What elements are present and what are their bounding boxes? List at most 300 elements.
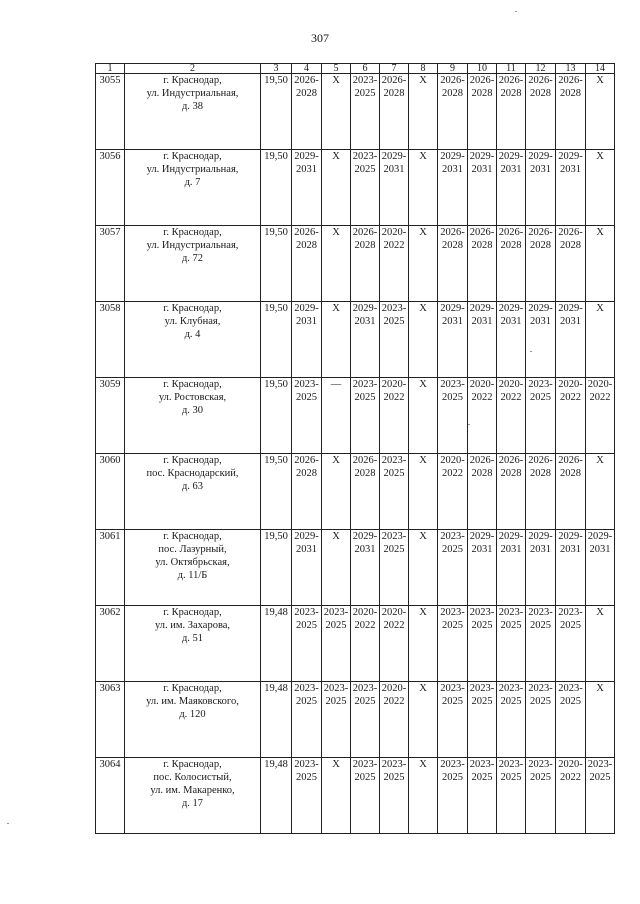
period-text: 2023- [498, 683, 524, 694]
period-text: Х [419, 303, 427, 314]
address-line: д. 63 [181, 481, 204, 492]
period-text: 2029- [352, 531, 378, 542]
period-text: 2029- [294, 303, 319, 314]
period-cell [497, 150, 526, 226]
period-text: 2023- [498, 759, 524, 770]
period-cell [438, 530, 468, 606]
address-cell [125, 454, 261, 530]
period-text: 2025 [354, 392, 376, 403]
period-text: 2023- [381, 531, 407, 542]
period-text: 2029- [558, 151, 583, 162]
period-text: — [330, 379, 342, 390]
period-text: 2025 [383, 772, 405, 783]
period-text: 2026- [352, 227, 378, 238]
period-text: 2023- [352, 759, 378, 770]
period-text: 2023- [440, 759, 465, 770]
period-text: 2026- [469, 227, 495, 238]
address-line: г. Краснодар, [163, 303, 222, 314]
period-text: 2025 [442, 696, 463, 707]
period-text: 2022 [500, 392, 522, 403]
period-cell [292, 758, 322, 834]
period-cell [351, 758, 380, 834]
period-text: 2026- [440, 227, 465, 238]
period-text: 2031 [530, 164, 551, 175]
address-line: ул. им. Маяковского, [146, 696, 239, 707]
period-cell [526, 758, 556, 834]
period-text: 2026- [294, 455, 319, 466]
period-cell [438, 226, 468, 302]
period-cell [409, 530, 438, 606]
period-cell [292, 682, 322, 758]
period-text: 2025 [471, 772, 493, 783]
period-text: 2022 [560, 772, 581, 783]
period-text: 2025 [354, 696, 376, 707]
period-text: 2028 [530, 88, 551, 99]
period-text: 2028 [354, 240, 376, 251]
area-cell: 19,48 [261, 606, 292, 682]
period-cell [380, 150, 409, 226]
period-cell [351, 226, 380, 302]
record-number-cell: 3057 [96, 226, 125, 302]
table-row [96, 682, 615, 758]
period-text: 2025 [530, 620, 551, 631]
period-text: 2020- [498, 379, 524, 390]
period-text: 2022 [471, 392, 493, 403]
period-cell [322, 150, 351, 226]
period-cell [322, 606, 351, 682]
period-text: 2025 [500, 772, 522, 783]
period-text: 2029- [294, 151, 319, 162]
period-text: Х [419, 227, 427, 238]
period-cell [351, 454, 380, 530]
period-text: 2028 [560, 468, 581, 479]
column-number-cell: 8 [409, 64, 438, 74]
period-text: 2020- [381, 683, 407, 694]
address-line: пос. Лазурный, [158, 544, 227, 555]
period-cell [409, 758, 438, 834]
period-text: 2023- [352, 151, 378, 162]
period-text: Х [332, 303, 340, 314]
period-text: 2029- [498, 531, 524, 542]
period-text: 2023- [469, 683, 495, 694]
period-text: 2022 [354, 620, 376, 631]
period-cell [438, 682, 468, 758]
period-text: 2025 [500, 696, 522, 707]
address-cell [125, 150, 261, 226]
address-cell [125, 758, 261, 834]
period-text: 2031 [442, 164, 463, 175]
period-text: 2026- [528, 455, 553, 466]
scan-speck [530, 351, 532, 352]
period-text: 2028 [296, 468, 317, 479]
period-text: 2029- [440, 151, 465, 162]
period-text: 2028 [560, 88, 581, 99]
address-line: пос. Колосистый, [153, 772, 232, 783]
period-text: Х [419, 531, 427, 542]
period-text: 2031 [560, 316, 581, 327]
period-text: 2026- [498, 455, 524, 466]
period-text: 2031 [383, 164, 405, 175]
period-cell [556, 682, 586, 758]
period-cell [468, 454, 497, 530]
column-number-cell: 13 [556, 64, 586, 74]
period-text: 2023- [294, 379, 319, 390]
period-cell [468, 606, 497, 682]
period-text: Х [596, 75, 604, 86]
period-text: 2023- [294, 607, 319, 618]
period-text: 2025 [530, 772, 551, 783]
period-cell [556, 758, 586, 834]
period-text: 2031 [530, 544, 551, 555]
period-cell [351, 606, 380, 682]
period-cell [438, 606, 468, 682]
column-number-cell: 6 [351, 64, 380, 74]
period-cell [556, 378, 586, 454]
period-cell [556, 302, 586, 378]
period-cell [292, 530, 322, 606]
period-text: 2031 [354, 544, 376, 555]
period-text: 2029- [381, 151, 407, 162]
period-cell [526, 378, 556, 454]
period-text: 2026- [558, 455, 583, 466]
area-cell: 19,48 [261, 682, 292, 758]
column-number-cell: 14 [586, 64, 615, 74]
period-cell [497, 530, 526, 606]
period-text: Х [596, 607, 604, 618]
period-cell [586, 454, 615, 530]
address-cell [125, 226, 261, 302]
period-text: 2029- [558, 303, 583, 314]
period-cell [322, 378, 351, 454]
period-text: 2028 [500, 240, 522, 251]
period-text: 2025 [325, 620, 347, 631]
period-text: 2020- [558, 759, 583, 770]
period-text: 2023- [587, 759, 613, 770]
column-number-cell: 4 [292, 64, 322, 74]
address-line: д. 11/Б [177, 570, 208, 581]
period-text: 2031 [296, 164, 317, 175]
period-text: 2026- [381, 75, 407, 86]
period-cell [380, 758, 409, 834]
period-cell [468, 302, 497, 378]
period-text: 2023- [381, 303, 407, 314]
period-text: 2031 [471, 544, 493, 555]
area-cell: 19,50 [261, 454, 292, 530]
period-text: 2025 [530, 392, 551, 403]
period-cell [351, 530, 380, 606]
table-row [96, 74, 615, 150]
address-line: д. 30 [181, 405, 204, 416]
period-text: 2029- [498, 151, 524, 162]
period-text: 2023- [323, 683, 349, 694]
area-cell: 19,50 [261, 226, 292, 302]
period-text: 2023- [558, 607, 583, 618]
address-cell [125, 74, 261, 150]
period-cell [497, 758, 526, 834]
period-cell [586, 682, 615, 758]
table-body [96, 64, 615, 834]
record-number-cell: 3063 [96, 682, 125, 758]
scan-speck [7, 823, 9, 824]
period-text: 2026- [558, 75, 583, 86]
period-text: 2026- [558, 227, 583, 238]
period-cell [468, 682, 497, 758]
period-text: 2029- [469, 151, 495, 162]
period-text: 2031 [500, 316, 522, 327]
period-text: 2023- [498, 607, 524, 618]
period-text: 2023- [381, 455, 407, 466]
period-text: 2028 [383, 88, 405, 99]
period-text: 2028 [296, 240, 317, 251]
period-text: Х [419, 379, 427, 390]
period-text: 2028 [530, 468, 551, 479]
period-text: Х [596, 455, 604, 466]
area-cell: 19,48 [261, 758, 292, 834]
period-text: 2025 [296, 696, 317, 707]
period-text: 2028 [500, 88, 522, 99]
period-cell [409, 74, 438, 150]
period-cell [497, 226, 526, 302]
period-text: 2031 [471, 164, 493, 175]
period-cell [438, 454, 468, 530]
period-cell [497, 606, 526, 682]
period-text: 2028 [442, 240, 463, 251]
address-cell [125, 302, 261, 378]
period-text: 2028 [296, 88, 317, 99]
period-cell [409, 454, 438, 530]
period-cell [292, 454, 322, 530]
period-text: 2025 [354, 164, 376, 175]
column-number-cell: 7 [380, 64, 409, 74]
period-text: 2023- [528, 683, 553, 694]
period-text: 2031 [589, 544, 611, 555]
table-row [96, 378, 615, 454]
address-cell [125, 378, 261, 454]
period-cell [526, 150, 556, 226]
period-cell [438, 74, 468, 150]
area-cell: 19,50 [261, 150, 292, 226]
table-row [96, 454, 615, 530]
period-text: Х [419, 607, 427, 618]
period-text: 2025 [354, 772, 376, 783]
period-cell [322, 74, 351, 150]
period-text: 2023- [469, 759, 495, 770]
period-cell [586, 530, 615, 606]
period-text: 2026- [469, 75, 495, 86]
period-text: 2025 [354, 88, 376, 99]
period-cell [380, 606, 409, 682]
period-text: 2025 [560, 620, 581, 631]
period-cell [497, 454, 526, 530]
period-cell [468, 74, 497, 150]
period-text: 2029- [528, 531, 553, 542]
period-cell [468, 226, 497, 302]
column-number-cell: 12 [526, 64, 556, 74]
period-text: 2029- [469, 303, 495, 314]
period-text: Х [332, 455, 340, 466]
period-text: 2029- [294, 531, 319, 542]
period-cell [380, 226, 409, 302]
address-line: ул. им. Макаренко, [150, 785, 235, 796]
period-text: 2025 [442, 772, 463, 783]
period-cell [468, 378, 497, 454]
table-row [96, 226, 615, 302]
period-text: 2028 [471, 88, 493, 99]
period-text: 2023- [440, 379, 465, 390]
address-line: д. 4 [184, 329, 201, 340]
period-cell [292, 226, 322, 302]
table-row [96, 150, 615, 226]
period-text: 2026- [294, 75, 319, 86]
period-cell [351, 74, 380, 150]
period-text: 2025 [442, 392, 463, 403]
period-cell [556, 454, 586, 530]
period-cell [292, 150, 322, 226]
period-text: 2029- [469, 531, 495, 542]
period-cell [556, 226, 586, 302]
period-text: 2026- [352, 455, 378, 466]
period-cell [586, 378, 615, 454]
column-number-cell: 3 [261, 64, 292, 74]
column-number-cell: 10 [468, 64, 497, 74]
scan-speck [515, 11, 517, 12]
address-line: ул. Индустриальная, [146, 240, 239, 251]
period-text: 2029- [528, 151, 553, 162]
period-text: 2023- [294, 759, 319, 770]
period-text: 2020- [469, 379, 495, 390]
period-cell [526, 606, 556, 682]
period-cell [351, 682, 380, 758]
address-line: г. Краснодар, [163, 531, 222, 542]
record-number-cell: 3058 [96, 302, 125, 378]
period-text: Х [596, 683, 604, 694]
period-text: 2031 [530, 316, 551, 327]
period-text: Х [419, 759, 427, 770]
period-cell [586, 74, 615, 150]
period-text: 2025 [325, 696, 347, 707]
area-cell: 19,50 [261, 530, 292, 606]
period-cell [409, 302, 438, 378]
period-text: 2026- [528, 75, 553, 86]
column-number-cell: 11 [497, 64, 526, 74]
period-text: 2023- [528, 759, 553, 770]
period-text: Х [596, 227, 604, 238]
period-cell [526, 682, 556, 758]
period-text: 2031 [560, 164, 581, 175]
period-text: 2028 [500, 468, 522, 479]
period-cell [526, 74, 556, 150]
period-cell [526, 454, 556, 530]
period-text: 2022 [442, 468, 463, 479]
period-cell [438, 150, 468, 226]
address-line: д. 17 [181, 798, 204, 809]
period-text: 2025 [296, 772, 317, 783]
address-line: ул. Октябрьская, [155, 557, 230, 568]
area-cell: 19,50 [261, 302, 292, 378]
period-cell [380, 302, 409, 378]
period-cell [556, 74, 586, 150]
period-text: Х [596, 151, 604, 162]
address-line: ул. Клубная, [164, 316, 221, 327]
period-text: 2023- [352, 683, 378, 694]
period-text: Х [332, 759, 340, 770]
period-text: Х [419, 455, 427, 466]
scan-speck [468, 424, 470, 425]
period-cell [322, 682, 351, 758]
period-text: 2022 [383, 240, 405, 251]
period-text: 2028 [354, 468, 376, 479]
period-text: 2029- [352, 303, 378, 314]
period-text: 2023- [294, 683, 319, 694]
period-text: 2026- [469, 455, 495, 466]
period-text: 2020- [381, 379, 407, 390]
address-line: д. 72 [181, 253, 204, 264]
period-text: 2025 [530, 696, 551, 707]
column-number-cell: 5 [322, 64, 351, 74]
period-text: 2023- [352, 75, 378, 86]
period-text: 2025 [442, 544, 463, 555]
period-text: 2023- [352, 379, 378, 390]
address-cell [125, 530, 261, 606]
period-text: 2028 [560, 240, 581, 251]
period-cell [586, 302, 615, 378]
period-text: 2020- [440, 455, 465, 466]
address-line: ул. Ростовская, [158, 392, 227, 403]
period-text: 2023- [469, 607, 495, 618]
period-cell [409, 378, 438, 454]
header-row [96, 64, 615, 74]
table-row [96, 530, 615, 606]
period-cell [409, 150, 438, 226]
period-cell [409, 682, 438, 758]
period-text: 2029- [440, 303, 465, 314]
period-cell [526, 302, 556, 378]
column-number-cell: 1 [96, 64, 125, 74]
address-line: ул. Индустриальная, [146, 88, 239, 99]
address-line: г. Краснодар, [163, 379, 222, 390]
period-text: 2020- [558, 379, 583, 390]
period-text: 2022 [383, 392, 405, 403]
period-cell [468, 150, 497, 226]
column-number-cell: 2 [125, 64, 261, 74]
period-cell [292, 74, 322, 150]
period-text: 2020- [381, 607, 407, 618]
period-text: 2029- [558, 531, 583, 542]
period-text: Х [332, 151, 340, 162]
address-line: д. 7 [184, 177, 201, 188]
period-cell [497, 682, 526, 758]
period-cell [586, 150, 615, 226]
period-cell [526, 530, 556, 606]
address-line: ул. Индустриальная, [146, 164, 239, 175]
period-text: 2031 [296, 544, 317, 555]
page-number: 307 [311, 31, 329, 45]
period-text: 2025 [560, 696, 581, 707]
table-row [96, 302, 615, 378]
period-text: 2023- [381, 759, 407, 770]
period-text: Х [419, 75, 427, 86]
period-text: Х [596, 303, 604, 314]
period-text: 2023- [323, 607, 349, 618]
address-cell [125, 606, 261, 682]
period-cell [468, 530, 497, 606]
area-cell: 19,50 [261, 378, 292, 454]
period-cell [586, 226, 615, 302]
period-cell [586, 758, 615, 834]
period-text: 2025 [383, 316, 405, 327]
period-text: Х [332, 75, 340, 86]
period-text: 2023- [528, 379, 553, 390]
